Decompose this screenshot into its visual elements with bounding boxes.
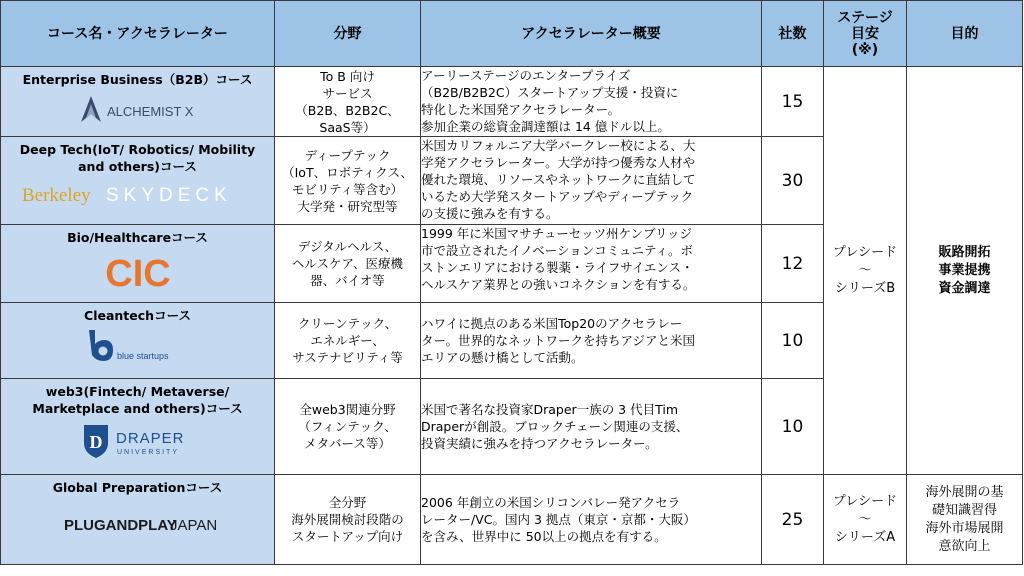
count-cell: 10 [762, 303, 824, 379]
header-count: 社数 [762, 1, 824, 67]
skydeck-logo-berkeley: Berkeley [21, 185, 91, 206]
field-line: SaaS等） [319, 119, 376, 135]
summary-line: 米国で著名な投資家Draper一族の 3 代目Tim [421, 402, 678, 417]
skydeck-logo [18, 179, 258, 209]
cic-logo [93, 250, 183, 294]
field-line: サステナビリティ等 [292, 350, 403, 365]
stage-line: 〜 [858, 511, 872, 527]
draper-logo-text: DRAPER [115, 430, 185, 447]
course-name-line: Marketplace and others)コース [32, 401, 243, 416]
stage-line: 〜 [858, 262, 872, 278]
draper-logo [78, 421, 198, 461]
summary-line: ストンエリアにおける製薬・ライフサイエンス・ [421, 260, 694, 275]
alchemist-logo-text: ALCHEMIST X [106, 104, 193, 119]
summary-line: （B2B/B2B2C）スタートアップ支援・投資に [421, 85, 679, 100]
course-cell [1, 475, 275, 565]
summary-line: ター。世界的なネットワークを持ちアジアと米国 [421, 333, 696, 348]
field-line: （IoT、ロボティクス、 [282, 164, 413, 180]
summary-line: ヘルスケア業界との強いコネクションを有する。 [421, 277, 696, 292]
summary-cell [421, 137, 762, 225]
summary-cell [421, 303, 762, 379]
alchemist-logo [73, 92, 203, 126]
stage-cell-last [824, 475, 907, 565]
summary-line: アーリーステージのエンタープライズ [421, 68, 631, 83]
summary-line: 参加企業の総資金調達額は 14 億ドル以上。 [421, 119, 670, 134]
summary-line: 市で設立されたイノベーションコミュニティ。ボ [421, 243, 694, 258]
table-row [1, 475, 1023, 565]
field-line: エネルギー、 [310, 333, 385, 348]
course-name-line: and others)コース [78, 159, 197, 174]
purpose-cell-last [907, 475, 1023, 565]
table-row [1, 67, 1023, 137]
summary-line: を含み、世界中に 50以上の拠点を有する。 [421, 529, 667, 544]
header-row [1, 1, 1023, 67]
field-line: ディープテック [304, 147, 391, 163]
field-line: 大学発・研究型等 [297, 198, 398, 214]
summary-line: Draperが創設。ブロックチェーン関連の支援、 [421, 419, 689, 434]
purpose-cell-main [907, 67, 1023, 475]
header-stage-line3: (※) [851, 41, 879, 58]
purpose-line: 意欲向上 [938, 538, 991, 554]
summary-line: 投資実績に強みを持つアクセラレーター。 [421, 436, 658, 451]
summary-line: 2006 年創立の米国シリコンバレー発アクセラ [421, 495, 681, 510]
field-line: デジタルヘルス、 [297, 239, 398, 254]
field-line: サービス [322, 85, 373, 101]
summary-line: 優れた環境、リソースやネットワークに直結して [421, 172, 696, 187]
count-cell: 30 [762, 137, 824, 225]
field-line: （B2B、B2B2C、 [295, 102, 400, 118]
cic-logo-text: CIC [104, 253, 171, 294]
summary-line: 米国カリフォルニア大学バークレー校による、大 [421, 138, 696, 153]
blue-startups-logo-text: blue startups [116, 351, 169, 361]
course-name [1, 137, 274, 175]
header-field: 分野 [275, 1, 421, 67]
course-name: Global Preparationコース [52, 480, 223, 495]
summary-cell [421, 379, 762, 475]
field-cell [275, 303, 421, 379]
field-line: モビリティ等含む） [291, 181, 404, 197]
summary-cell [421, 475, 762, 565]
summary-line: 1999 年に米国マサチューセッツ州ケンブリッジ [421, 226, 693, 241]
course-name-line: web3(Fintech/ Metaverse/ [45, 384, 230, 399]
field-line: 全web3関連分野 [299, 402, 396, 417]
count-cell: 15 [762, 67, 824, 137]
plugandplay-logo [58, 500, 218, 540]
course-name-line: Deep Tech(IoT/ Robotics/ Mobility [19, 142, 256, 157]
plugandplay-logo-text: PLUGANDPLAY [63, 517, 177, 534]
field-cell [275, 67, 421, 137]
count-cell: 12 [762, 225, 824, 303]
field-line: To B 向け [320, 68, 375, 84]
skydeck-logo-skydeck: SKYDECK [105, 185, 232, 206]
field-line: ヘルスケア、医療機 [291, 256, 404, 271]
header-stage-line2: 目安 [851, 25, 879, 42]
summary-line: 特化した米国発アクセラレーター。 [421, 102, 621, 117]
course-cell [1, 303, 275, 379]
summary-line: いるため大学発スタートアップやディープテック [421, 189, 694, 204]
stage-line: シリーズA [834, 529, 896, 545]
count-cell: 10 [762, 379, 824, 475]
summary-line: ハワイに拠点のある米国Top20のアクセラレー [421, 316, 683, 331]
field-line: 器、バイオ等 [310, 273, 385, 288]
header-course: コース名・アクセラレーター [1, 1, 275, 67]
field-line: クリーンテック、 [297, 316, 398, 331]
summary-cell [421, 67, 762, 137]
blue-startups-logo [83, 328, 193, 364]
field-line: メタバース等） [304, 436, 391, 451]
header-stage [824, 1, 907, 67]
course-cell [1, 137, 275, 225]
plugandplay-logo-japan: JAPAN [169, 517, 217, 534]
field-cell [275, 379, 421, 475]
stage-cell-main [824, 67, 907, 475]
summary-line: の支援に強みを有する。 [421, 206, 559, 221]
course-name: Cleantechコース [84, 308, 191, 323]
field-line: 全分野 [328, 495, 367, 510]
field-cell [275, 137, 421, 225]
field-cell [275, 225, 421, 303]
course-cell [1, 67, 275, 137]
course-name [1, 379, 274, 417]
course-cell [1, 225, 275, 303]
purpose-line: 資金調達 [938, 280, 991, 296]
purpose-line: 事業提携 [938, 262, 991, 278]
course-name: Enterprise Business（B2B）コース [22, 72, 253, 87]
purpose-line: 礎知識習得 [931, 502, 997, 518]
header-stage-line1: ステージ [837, 9, 893, 26]
course-name: Bio/Healthcareコース [67, 230, 208, 245]
count-cell: 25 [762, 475, 824, 565]
stage-line: プレシード [832, 493, 898, 509]
summary-line: 学発アクセラレーター。大学が持つ優秀な人材や [421, 155, 696, 170]
svg-text:D: D [89, 432, 102, 452]
header-purpose: 目的 [907, 1, 1023, 67]
stage-line: シリーズB [834, 280, 896, 296]
draper-logo-sub: UNIVERSITY [116, 449, 179, 456]
course-cell [1, 379, 275, 475]
field-line: 海外展開検討段階の [291, 512, 404, 527]
stage-line: プレシード [832, 244, 898, 260]
field-line: （フィンテック、 [298, 419, 397, 434]
purpose-line: 海外市場展開 [925, 520, 1004, 536]
summary-cell [421, 225, 762, 303]
purpose-line: 海外展開の基 [925, 484, 1004, 500]
field-cell [275, 475, 421, 565]
summary-line: レーター/VC。国内 3 拠点（東京・京都・大阪） [421, 512, 696, 527]
purpose-line: 販路開拓 [938, 244, 991, 260]
header-summary: アクセラレーター概要 [421, 1, 762, 67]
summary-line: エリアの懸け橋として活動。 [421, 350, 584, 365]
field-line: スタートアップ向け [291, 529, 404, 544]
